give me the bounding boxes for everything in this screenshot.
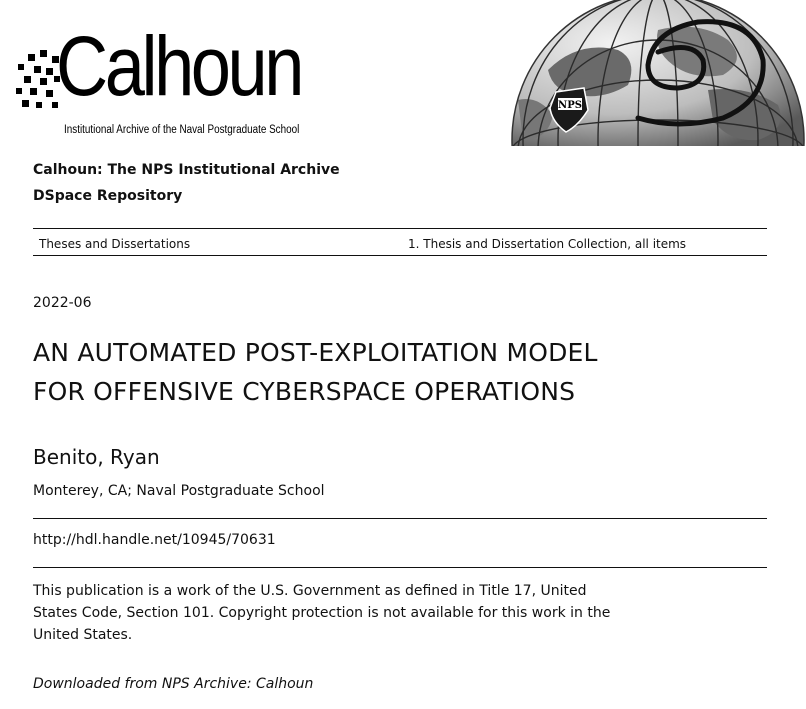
collection-link-all-items[interactable]: 1. Thesis and Dissertation Collection, all items xyxy=(408,237,687,251)
repository-title: DSpace Repository xyxy=(33,188,183,204)
divider xyxy=(33,255,767,256)
divider xyxy=(33,228,767,229)
notice-line: States Code, Section 101. Copyright protection is not available for this work in the xyxy=(33,605,611,621)
divider xyxy=(33,518,767,519)
notice-line: United States. xyxy=(33,627,133,643)
logo-wordmark: Calhoun xyxy=(56,19,302,113)
author-name: Benito, Ryan xyxy=(33,445,160,469)
download-source: Downloaded from NPS Archive: Calhoun xyxy=(33,676,314,692)
logo-tagline: Institutional Archive of the Naval Postgraduate School xyxy=(64,124,300,136)
publication-date: 2022-06 xyxy=(33,295,92,311)
title-line: FOR OFFENSIVE CYBERSPACE OPERATIONS xyxy=(33,377,576,406)
collection-link-theses[interactable]: Theses and Dissertations xyxy=(39,237,191,251)
svg-text:NPS: NPS xyxy=(558,100,582,111)
divider xyxy=(33,567,767,568)
handle-link[interactable]: http://hdl.handle.net/10945/70631 xyxy=(33,532,276,548)
copyright-notice xyxy=(33,580,673,646)
title-line: AN AUTOMATED POST-EXPLOITATION MODEL xyxy=(33,338,598,367)
globe-icon xyxy=(508,0,806,146)
notice-line: This publication is a work of the U.S. Government as defined in Title 17, United xyxy=(33,583,587,599)
publisher: Monterey, CA; Naval Postgraduate School xyxy=(33,483,325,499)
calhoun-logo xyxy=(14,19,334,140)
document-title xyxy=(33,333,598,411)
archive-title: Calhoun: The NPS Institutional Archive xyxy=(33,162,340,178)
